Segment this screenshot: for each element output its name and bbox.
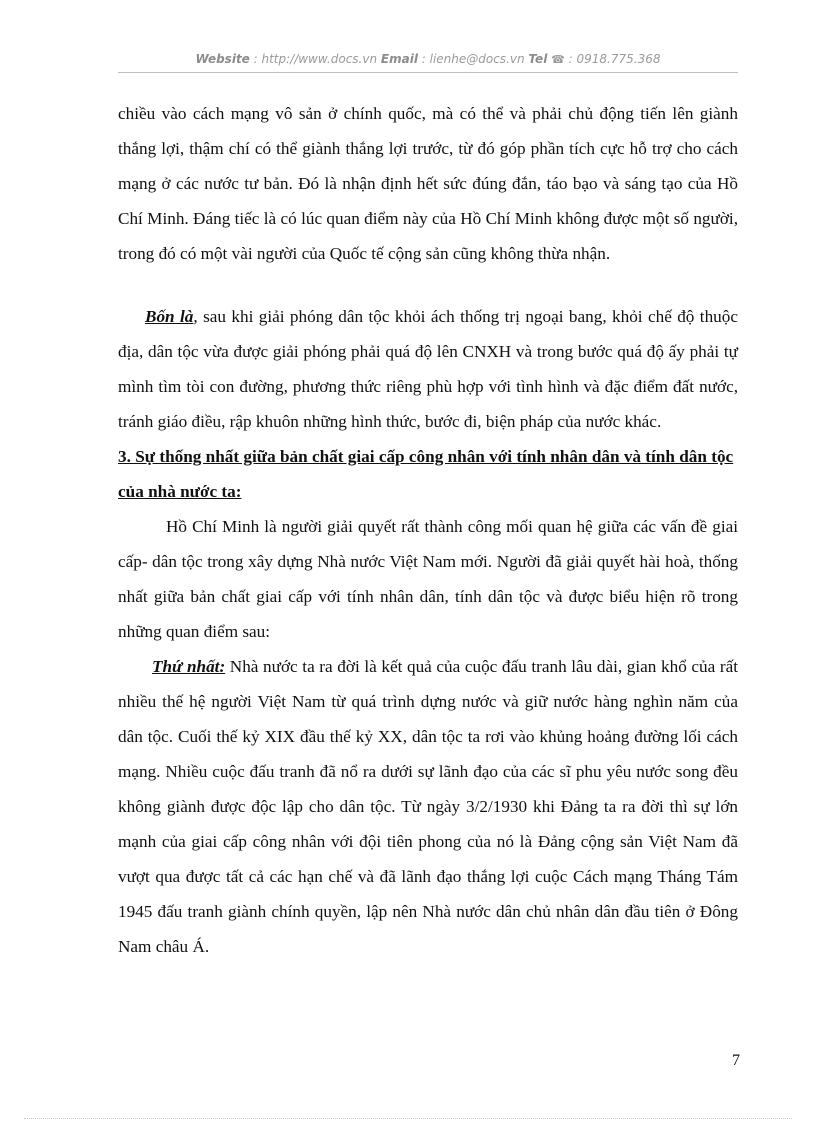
- footer-divider: [24, 1118, 792, 1119]
- body-text: [118, 96, 738, 964]
- paragraph-4-lead: Thứ nhất:: [152, 657, 226, 676]
- paragraph-2-text: , sau khi giải phóng dân tộc khỏi ách thống trị ngoại bang, khỏi chế độ thuộc địa, dân tộc vừa được giải phóng phải quá độ lên CNXH và trong bước quá độ ấy phải tự mình tìm tòi con đường, phương thức riêng phù hợp với tình hình và đặc điểm đất nước, tránh giáo điều, rập khuôn những hình thức, bước đi, biện pháp của nước khác.: [118, 307, 738, 431]
- phone-icon: ☎: [551, 53, 565, 66]
- section-heading: 3. Sự thống nhất giữa bản chất giai cấp công nhân với tính nhân dân và tính dân tộc của nhà nước ta:: [118, 447, 734, 501]
- tel-separator: :: [564, 52, 577, 66]
- email-address[interactable]: lienhe@docs.vn: [429, 52, 525, 66]
- paragraph-gap: [118, 271, 738, 299]
- email-separator: :: [417, 52, 430, 66]
- tel-label: Tel: [528, 52, 548, 66]
- paragraph-4-text: Nhà nước ta ra đời là kết quả của cuộc đấu tranh lâu dài, gian khổ của rất nhiều thế hệ người Việt Nam từ quá trình dựng nước và giữ nước hàng nghìn năm của dân tộc. Cuối thế kỷ XIX đầu thế kỷ XX, dân tộc ta rơi vào khủng hoảng đường lối cách mạng. Nhiều cuộc đấu tranh đã nổ ra dưới sự lãnh đạo của các sĩ phu yêu nước song đều không giành được độc lập cho dân tộc. Từ ngày 3/2/1930 khi Đảng ta ra đời thì sự lớn mạnh của giai cấp công nhân với đội tiên phong của nó là Đảng cộng sản Việt Nam đã vượt qua được tất cả các hạn chế và đã lãnh đạo thắng lợi cuộc Cách mạng Tháng Tám 1945 đấu tranh giành chính quyền, lập nên Nhà nước dân chủ nhân dân đầu tiên ở Đông Nam châu Á.: [118, 657, 738, 956]
- website-label: Website: [195, 52, 250, 66]
- page-header: [118, 52, 738, 73]
- email-label: Email: [380, 52, 418, 66]
- website-separator: :: [249, 52, 262, 66]
- paragraph-2: [118, 299, 738, 439]
- website-url[interactable]: http://www.docs.vn: [261, 52, 378, 66]
- paragraph-4: [118, 649, 738, 964]
- paragraph-1: chiều vào cách mạng vô sản ở chính quốc, mà có thể và phải chủ động tiến lên giành thắng lợi, thậm chí có thể giành thắng lợi trước, từ đó góp phần tích cực hỗ trợ cho cách mạng ở các nước tư bản. Đó là nhận định hết sức đúng đắn, táo bạo và sáng tạo của Hồ Chí Minh. Đáng tiếc là có lúc quan điểm này của Hồ Chí Minh không được một số người, trong đó có một vài người của Quốc tế cộng sản cũng không thừa nhận.: [118, 104, 738, 263]
- paragraph-2-lead: Bốn là: [145, 307, 194, 326]
- tel-number: 0918.775.368: [576, 52, 661, 66]
- page-number: 7: [732, 1052, 740, 1069]
- paragraph-3: Hồ Chí Minh là người giải quyết rất thành công mối quan hệ giữa các vấn đề giai cấp- dân tộc trong xây dựng Nhà nước Việt Nam mới. Người đã giải quyết hài hoà, thống nhất giữa bản chất giai cấp với tính nhân dân, tính dân tộc và được biểu hiện rõ trong những quan điểm sau:: [118, 517, 738, 641]
